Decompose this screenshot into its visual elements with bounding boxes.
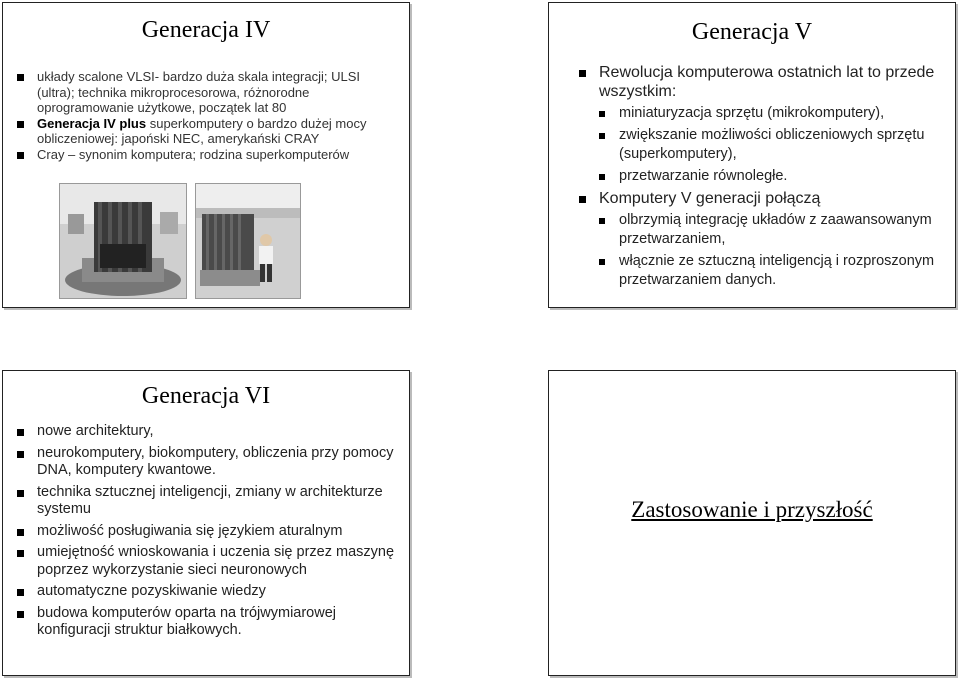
slide-title: Zastosowanie i przyszłość [631,497,873,522]
list-item: automatyczne pozyskiwanie wiedzy [17,583,397,601]
slide-generacja-iv [2,2,410,308]
square-bullet-icon [579,70,586,77]
list-item: Komputery V generacji połączą [579,189,949,208]
list-item-sub: miniaturyzacja sprzętu (mikrokomputery), [579,104,949,123]
square-bullet-icon [579,196,586,203]
cray-supercomputer-with-person-photo [195,183,301,299]
square-bullet-icon [17,589,24,596]
list-item: nowe architektury, [17,423,397,441]
square-bullet-icon [17,529,24,536]
square-bullet-icon [599,174,605,180]
slide-generacja-vi [2,370,410,676]
list-item: Rewolucja komputerowa ostatnich lat to przede wszystkim: [579,63,949,101]
bullet-list [17,423,397,644]
slide-zastosowanie [548,370,956,676]
list-item: technika sztucznej inteligencji, zmiany w architekturze systemu [17,484,397,519]
square-bullet-icon [17,121,24,128]
list-item-sub: olbrzymią integrację układów z zaawansowanym przetwarzaniem, [579,211,949,249]
square-bullet-icon [599,218,605,224]
slide-title: Generacja IV [141,17,271,43]
cray-supercomputer-photo [59,183,187,299]
list-item: neurokomputery, biokomputery, obliczenia przy pomocy DNA, komputery kwantowe. [17,445,397,480]
list-item-sub: zwiększanie możliwości obliczeniowych sprzętu (superkomputery), [579,126,949,164]
list-item: Cray – synonim komputera; rodzina superkomputerów [17,147,387,163]
square-bullet-icon [17,429,24,436]
slide-title: Generacja V [691,19,813,45]
bullet-list [17,69,387,162]
square-bullet-icon [17,74,24,81]
square-bullet-icon [17,550,24,557]
square-bullet-icon [599,259,605,265]
square-bullet-icon [17,490,24,497]
square-bullet-icon [17,451,24,458]
bullet-list [579,63,949,290]
slide-generacja-v [548,2,956,308]
list-item-sub: przetwarzanie równoległe. [579,167,949,186]
list-item: układy scalone VLSI- bardzo duża skala integracji; ULSI (ultra); technika mikroprocesorowa, różnorodne oprogramowanie użytkowe, początek lat 80 [17,69,387,116]
list-item: budowa komputerów oparta na trójwymiarowej konfiguracji struktur białkowych. [17,605,397,640]
slide-title: Generacja VI [141,383,271,409]
square-bullet-icon [599,133,605,139]
list-item-sub: włącznie ze sztuczną inteligencją i rozproszonym przetwarzaniem danych. [579,252,949,290]
square-bullet-icon [17,152,24,159]
list-item: umiejętność wnioskowania i uczenia się przez maszynę poprzez wykorzystanie sieci neuronowych [17,544,397,579]
square-bullet-icon [17,611,24,618]
square-bullet-icon [599,111,605,117]
list-item: możliwość posługiwania się językiem aturalnym [17,523,397,541]
list-item: Generacja IV plus superkomputery o bardzo dużej mocy obliczeniowej: japoński NEC, amerykański CRAY [17,116,387,147]
